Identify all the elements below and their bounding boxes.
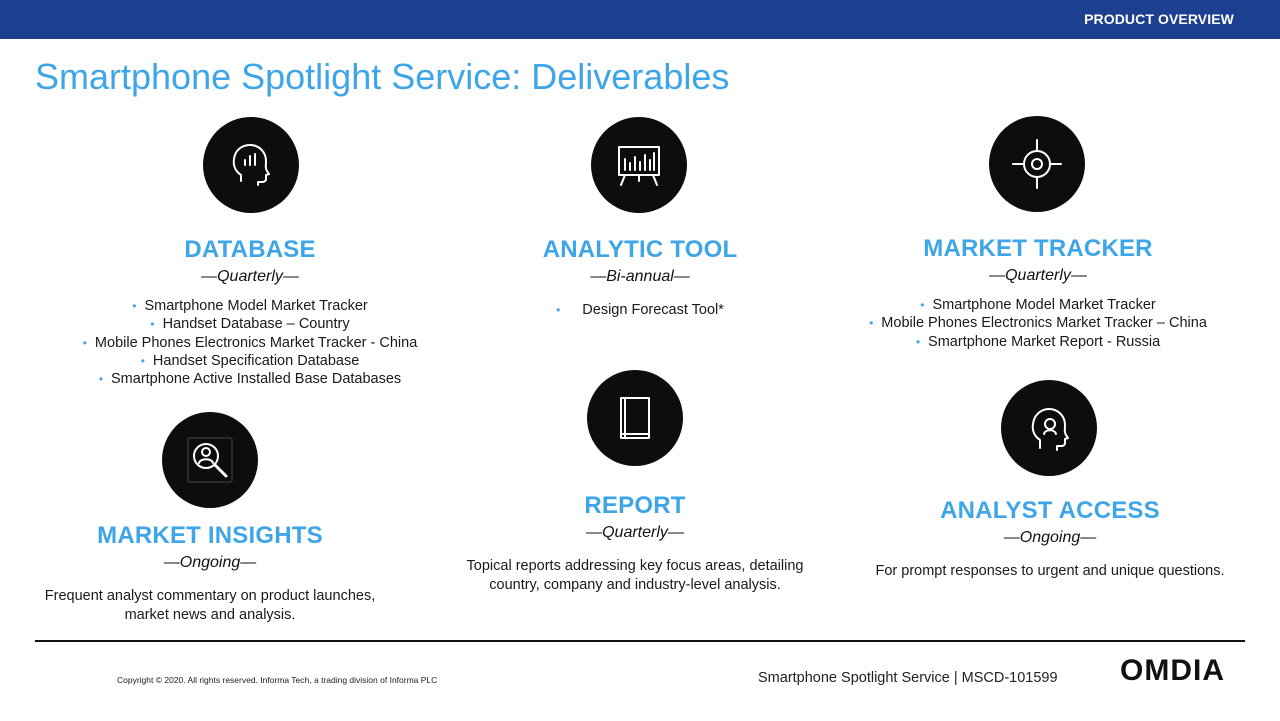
market-tracker-heading: MARKET TRACKER <box>923 235 1153 262</box>
report-heading: REPORT <box>584 492 686 519</box>
market-insights-section <box>30 521 390 624</box>
footer-divider <box>35 640 1245 642</box>
analyst-access-heading: ANALYST ACCESS <box>940 497 1160 524</box>
analytic-tool-frequency: —Bi-annual— <box>590 268 690 285</box>
top-bar <box>0 0 1280 39</box>
list-item: • Smartphone Active Installed Base Databases <box>98 371 402 388</box>
head-chart-icon <box>203 117 299 213</box>
head-profile-icon <box>1001 380 1097 476</box>
list-item: • Mobile Phones Electronics Market Tracker - China <box>82 334 418 351</box>
market-tracker-section <box>848 234 1228 351</box>
omdia-logo <box>1120 655 1246 687</box>
magnifier-person-icon <box>162 412 258 508</box>
page-title: Smartphone Spotlight Service: Deliverables <box>35 56 730 97</box>
market-tracker-list <box>848 296 1228 351</box>
report-section <box>460 491 810 594</box>
market-insights-description: Frequent analyst commentary on product launches, market news and analysis. <box>44 588 376 623</box>
list-item: • Design Forecast Tool* <box>556 302 724 318</box>
analytic-tool-heading: ANALYTIC TOOL <box>542 236 738 263</box>
copyright-text: Copyright © 2020. All rights reserved. Informa Tech, a trading division of Informa PLC <box>117 675 438 685</box>
market-tracker-frequency: —Quarterly— <box>989 267 1087 284</box>
list-item: • Smartphone Model Market Tracker <box>920 297 1156 313</box>
section-label: PRODUCT OVERVIEW <box>1084 11 1234 27</box>
database-heading: DATABASE <box>184 236 316 263</box>
analyst-access-frequency: —Ongoing— <box>1003 529 1097 546</box>
logo-text: OMDIA <box>1120 654 1225 687</box>
list-item: • Mobile Phones Electronics Market Tracker – China <box>869 315 1207 332</box>
analyst-access-description: For prompt responses to urgent and unique questions. <box>875 563 1225 579</box>
list-item: • Handset Database – Country <box>150 316 350 333</box>
market-insights-frequency: —Ongoing— <box>163 554 257 571</box>
database-frequency: —Quarterly— <box>201 268 299 285</box>
report-frequency: —Quarterly— <box>586 524 684 541</box>
book-icon <box>587 370 683 466</box>
database-section <box>60 235 440 388</box>
list-item: • Smartphone Market Report - Russia <box>915 333 1161 350</box>
database-list <box>60 297 440 388</box>
footer-reference: Smartphone Spotlight Service | MSCD-101599 <box>758 670 1058 686</box>
report-description: Topical reports addressing key focus areas, detailing country, company and industry-level analysis. <box>466 558 804 593</box>
list-item: • Smartphone Model Market Tracker <box>132 298 368 314</box>
presentation-chart-icon <box>591 117 687 213</box>
market-insights-heading: MARKET INSIGHTS <box>97 522 323 549</box>
analytic-tool-list <box>490 301 790 319</box>
list-item: • Handset Specification Database <box>140 352 360 369</box>
analytic-tool-section <box>490 235 790 319</box>
analyst-access-section <box>850 496 1250 581</box>
target-icon <box>989 116 1085 212</box>
